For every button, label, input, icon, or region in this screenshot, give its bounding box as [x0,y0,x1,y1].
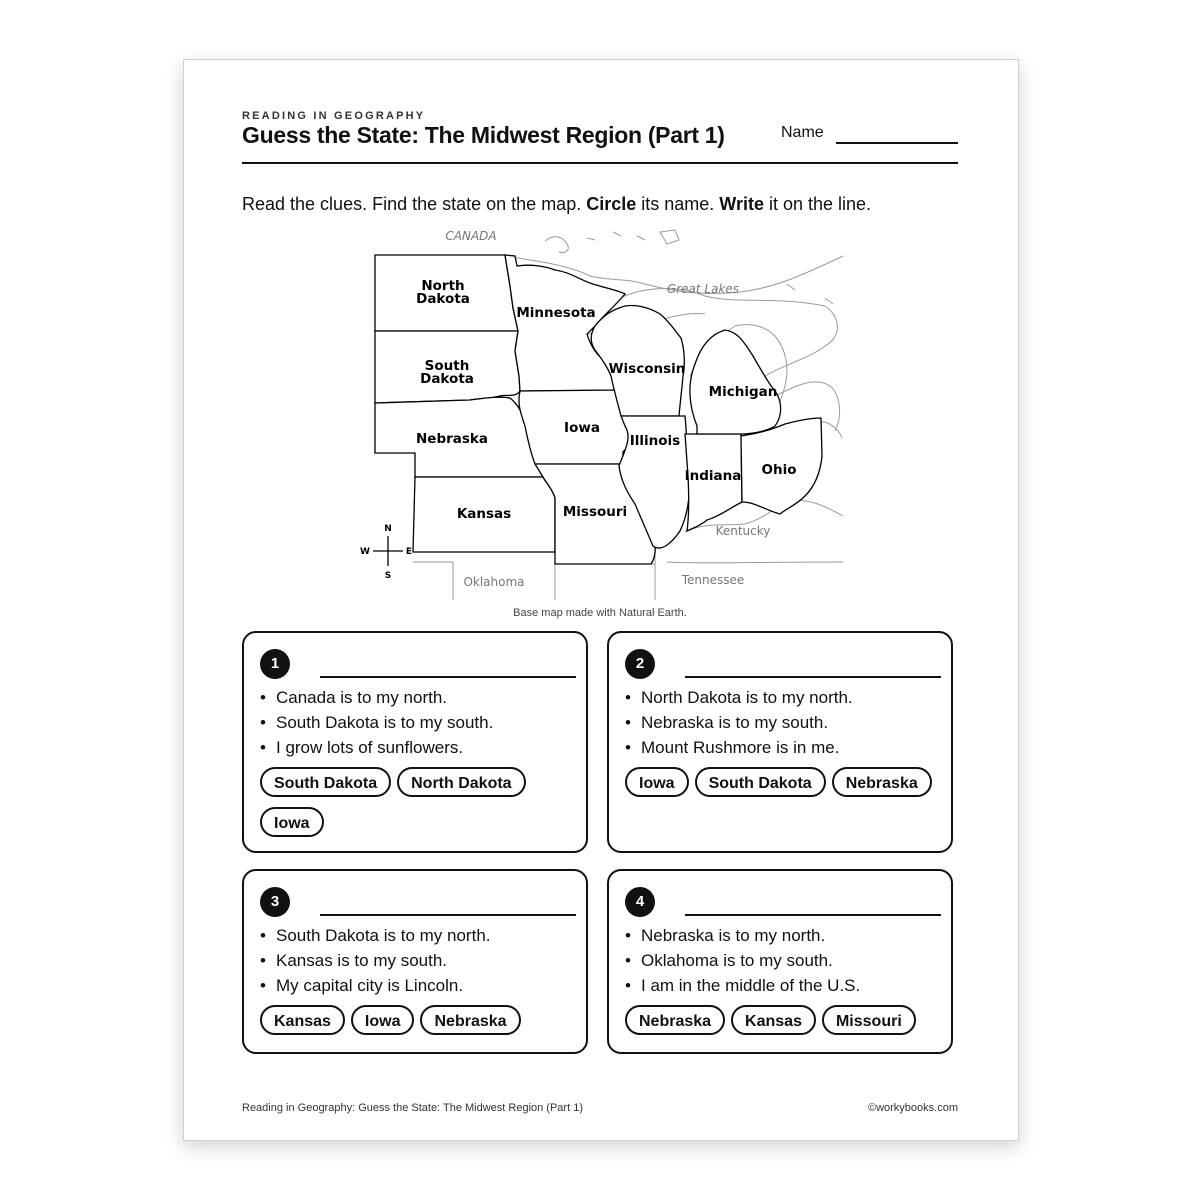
label-canada: CANADA [445,229,497,243]
answer-line[interactable] [685,914,941,916]
label-south-dakota-1: South [424,358,470,374]
worksheet-kicker: READING IN GEOGRAPHY [242,110,426,122]
label-kansas: Kansas [456,506,512,522]
clue: • Nebraska is to my north. [625,923,860,948]
answer-options [625,767,945,807]
instructions [242,194,871,215]
label-tennessee: Tennessee [681,573,745,587]
clue: • I grow lots of sunflowers. [260,735,493,760]
clue: • North Dakota is to my north. [625,685,853,710]
clue: • South Dakota is to my south. [260,710,493,735]
clue-list [625,923,860,998]
label-nebraska: Nebraska [415,431,489,447]
compass-w: W [360,547,370,557]
option-pill[interactable]: Nebraska [625,1005,725,1035]
answer-options [260,1005,580,1045]
label-michigan: Michigan [708,384,778,400]
map-caption: Base map made with Natural Earth. [513,607,687,619]
option-pill[interactable]: Iowa [625,767,689,797]
compass-rose [360,524,412,581]
answer-line[interactable] [320,676,576,678]
label-indiana: Indiana [684,468,742,484]
option-pill[interactable]: Kansas [731,1005,816,1035]
instructions-circle: Circle [586,194,637,214]
question-card-3 [242,869,588,1054]
name-line[interactable] [836,142,958,144]
answer-options [625,1005,945,1045]
label-missouri: Missouri [562,504,628,520]
label-ohio: Ohio [761,462,797,478]
option-pill[interactable]: Iowa [351,1005,415,1035]
label-minnesota: Minnesota [516,305,596,321]
option-pill[interactable]: North Dakota [397,767,525,797]
label-wisconsin: Wisconsin [608,361,686,377]
option-pill[interactable]: South Dakota [695,767,826,797]
question-card-2 [607,631,953,853]
instructions-part2: its name. [636,194,720,214]
compass-n: N [384,524,392,534]
footer-credit: ©workybooks.com [867,1102,958,1114]
question-card-1 [242,631,588,853]
clue-list [260,685,493,760]
compass-s: S [384,571,392,581]
option-pill[interactable]: Nebraska [420,1005,520,1035]
label-south-dakota-2: Dakota [420,371,474,387]
option-pill[interactable]: South Dakota [260,767,391,797]
label-illinois: Illinois [629,433,681,449]
header-divider [242,162,958,164]
label-north-dakota-1: North [421,278,465,294]
label-north-dakota-2: Dakota [416,291,470,307]
instructions-write: Write [719,194,764,214]
label-great-lakes: Great Lakes [666,282,740,296]
question-number: 1 [260,649,290,679]
option-pill[interactable]: Nebraska [832,767,932,797]
state-michigan[interactable] [690,330,781,434]
question-number: 4 [625,887,655,917]
instructions-part3: it on the line. [763,194,872,214]
option-pill[interactable]: Kansas [260,1005,345,1035]
clue-list [625,685,853,760]
answer-options [260,767,580,847]
clue: • My capital city is Lincoln. [260,973,491,998]
question-card-4 [607,869,953,1054]
option-pill[interactable]: Iowa [260,807,324,837]
name-label: Name [781,124,824,141]
question-number: 2 [625,649,655,679]
question-number: 3 [260,887,290,917]
answer-line[interactable] [685,676,941,678]
label-oklahoma: Oklahoma [463,575,525,589]
label-kentucky: Kentucky [715,524,771,538]
clue: • Oklahoma is to my south. [625,948,860,973]
clue: • South Dakota is to my north. [260,923,491,948]
clue: • Kansas is to my south. [260,948,491,973]
option-pill[interactable]: Missouri [822,1005,916,1035]
clue: • Canada is to my north. [260,685,493,710]
clue: • Mount Rushmore is in me. [625,735,853,760]
label-iowa: Iowa [564,420,600,436]
clue: • Nebraska is to my south. [625,710,853,735]
clue: • I am in the middle of the U.S. [625,973,860,998]
worksheet-title: Guess the State: The Midwest Region (Part 1) [242,122,725,148]
instructions-part1: Read the clues. Find the state on the map. [242,194,587,214]
clue-list [260,923,491,998]
answer-line[interactable] [320,914,576,916]
compass-e: E [405,547,413,557]
midwest-map [355,226,845,600]
footer-title: Reading in Geography: Guess the State: The Midwest Region (Part 1) [242,1102,583,1114]
